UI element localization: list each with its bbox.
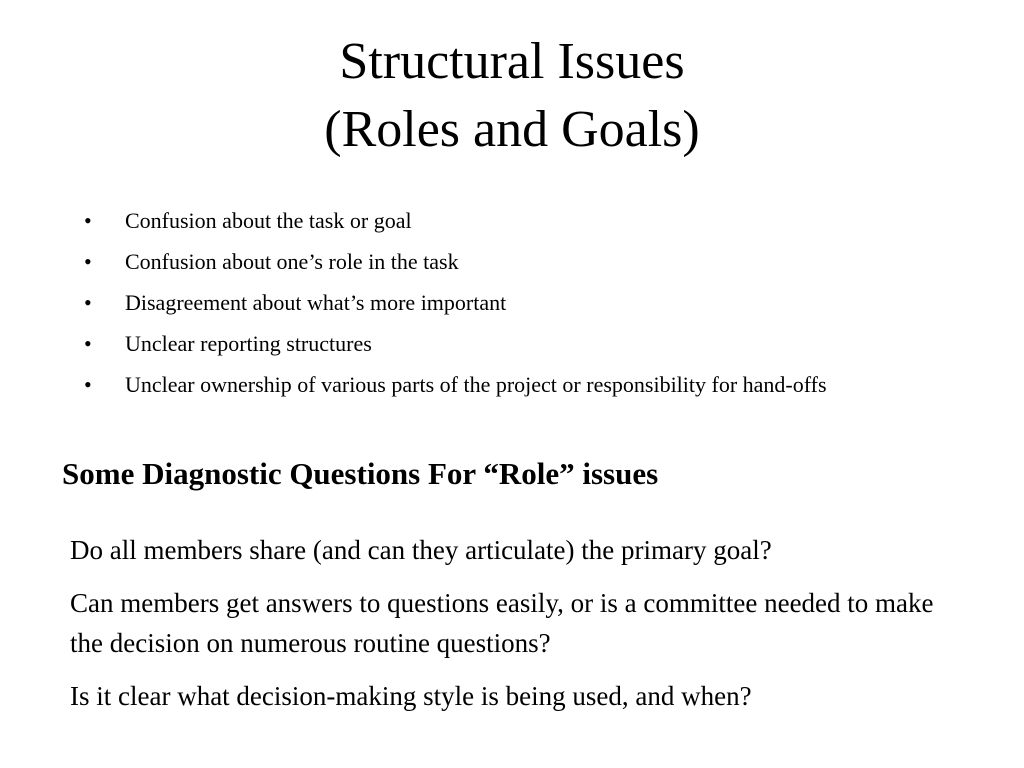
bullet-text: Confusion about one’s role in the task [125, 249, 459, 274]
bullet-dot-icon: • [84, 331, 92, 356]
bullet-text: Unclear reporting structures [125, 331, 372, 356]
bullet-text: Confusion about the task or goal [125, 208, 412, 233]
bullet-dot-icon: • [84, 208, 92, 233]
issue-bullet-list [84, 204, 944, 409]
title-line-2: (Roles and Goals) [324, 101, 700, 158]
bullet-item [84, 368, 944, 402]
bullet-item [84, 204, 944, 238]
diagnostic-questions-heading: Some Diagnostic Questions For “Role” issues [62, 456, 659, 491]
question-text: Do all members share (and can they articulate) the primary goal? [70, 535, 772, 565]
bullet-item [84, 245, 944, 279]
slide-title [0, 28, 1024, 164]
diagnostic-questions [70, 530, 970, 729]
title-line-1: Structural Issues [339, 33, 685, 90]
bullet-text: Disagreement about what’s more important [125, 290, 507, 315]
bullet-dot-icon: • [84, 372, 92, 397]
bullet-dot-icon: • [84, 249, 92, 274]
bullet-text: Unclear ownership of various parts of the project or responsibility for hand-offs [125, 372, 827, 397]
question-text: Is it clear what decision-making style is being used, and when? [70, 681, 752, 711]
bullet-dot-icon: • [84, 290, 92, 315]
bullet-item [84, 286, 944, 320]
question-text: Can members get answers to questions easily, or is a committee needed to make the decision on numerous routine questions? [70, 588, 934, 658]
bullet-item [84, 327, 944, 361]
